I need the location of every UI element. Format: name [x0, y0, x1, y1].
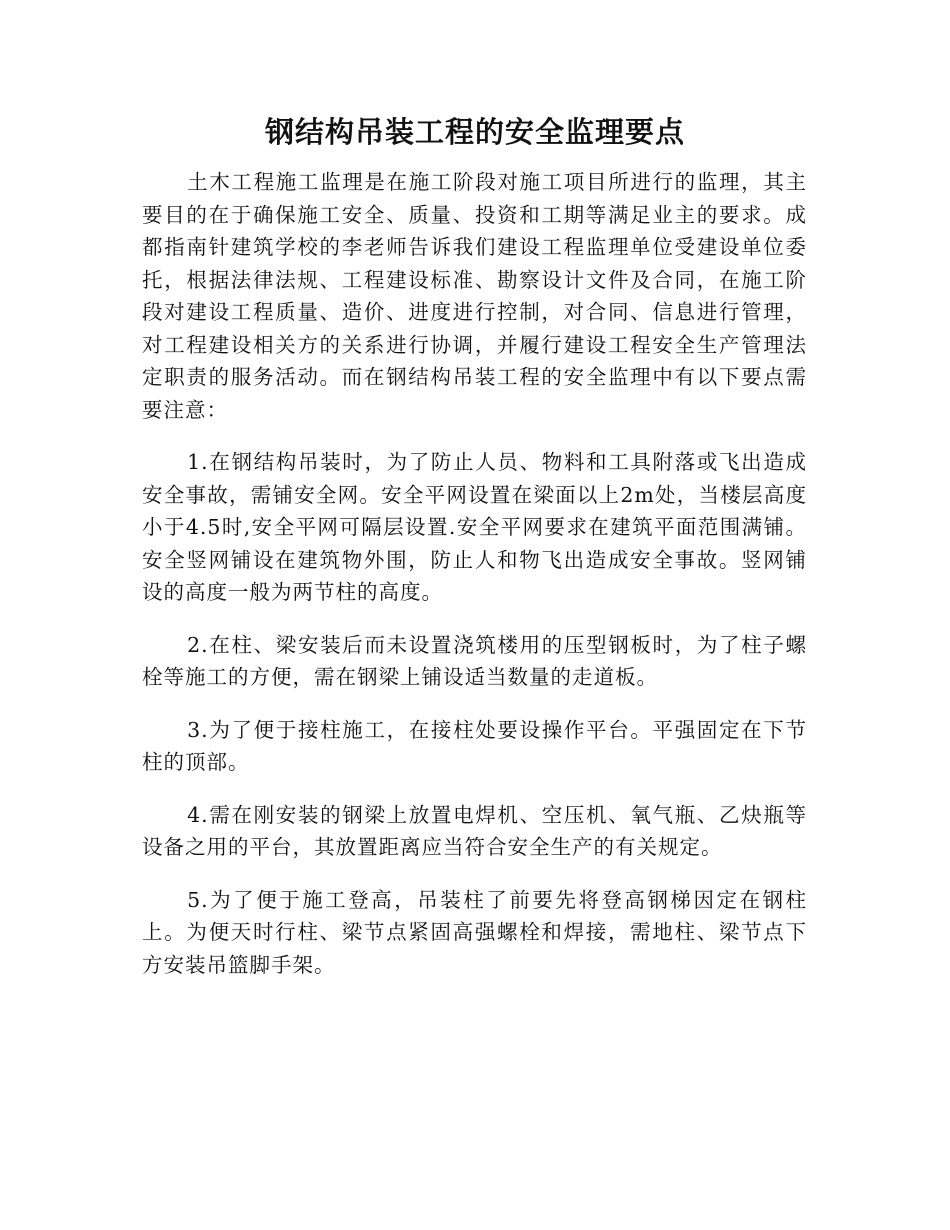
paragraph-intro: 土木工程施工监理是在施工阶段对施工项目所进行的监理，其主要目的在于确保施工安全、质量、投资和工期等满足业主的要求。成都指南针建筑学校的李老师告诉我们建设工程监理单位受建设单位委托，根据法律法规、工程建设标准、勘察设计文件及合同，在施工阶段对建设工程质量、造价、进度进行控制，对合同、信息进行管理，对工程建设相关方的关系进行协调，并履行建设工程安全生产管理法定职责的服务活动。而在钢结构吊装工程的安全监理中有以下要点需要注意： — [142, 170, 807, 422]
paragraph-point-1: 1.在钢结构吊装时，为了防止人员、物料和工具附落或飞出造成安全事故，需铺安全网。安全平网设置在梁面以上2m处，当楼层高度小于4.5时,安全平网可隔层设置.安全平网要求在建筑平面范围满铺。安全竖网铺设在建筑物外围，防止人和物飞出造成安全事故。竖网铺设的高度一般为两节柱的高度。 — [142, 450, 807, 604]
paragraph-point-4: 4.需在刚安装的钢梁上放置电焊机、空压机、氧气瓶、乙炔瓶等设备之用的平台，其放置距离应当符合安全生产的有关规定。 — [142, 802, 807, 859]
paragraph-point-5: 5.为了便于施工登高，吊装柱了前要先将登高钢梯因定在钢柱上。为便天时行柱、梁节点紧固高强螺栓和焊接，需地柱、梁节点下方安装吊篮脚手架。 — [142, 887, 807, 977]
document-body — [142, 166, 807, 981]
paragraph-point-3: 3.为了便于接柱施工，在接柱处要设操作平台。平强固定在下节柱的顶部。 — [142, 717, 807, 774]
document-title: 钢结构吊装工程的安全监理要点 — [264, 115, 685, 149]
paragraph-point-2: 2.在柱、梁安装后而未设置浇筑楼用的压型钢板时，为了柱子螺栓等施工的方便，需在钢梁上铺设适当数量的走道板。 — [142, 632, 807, 689]
